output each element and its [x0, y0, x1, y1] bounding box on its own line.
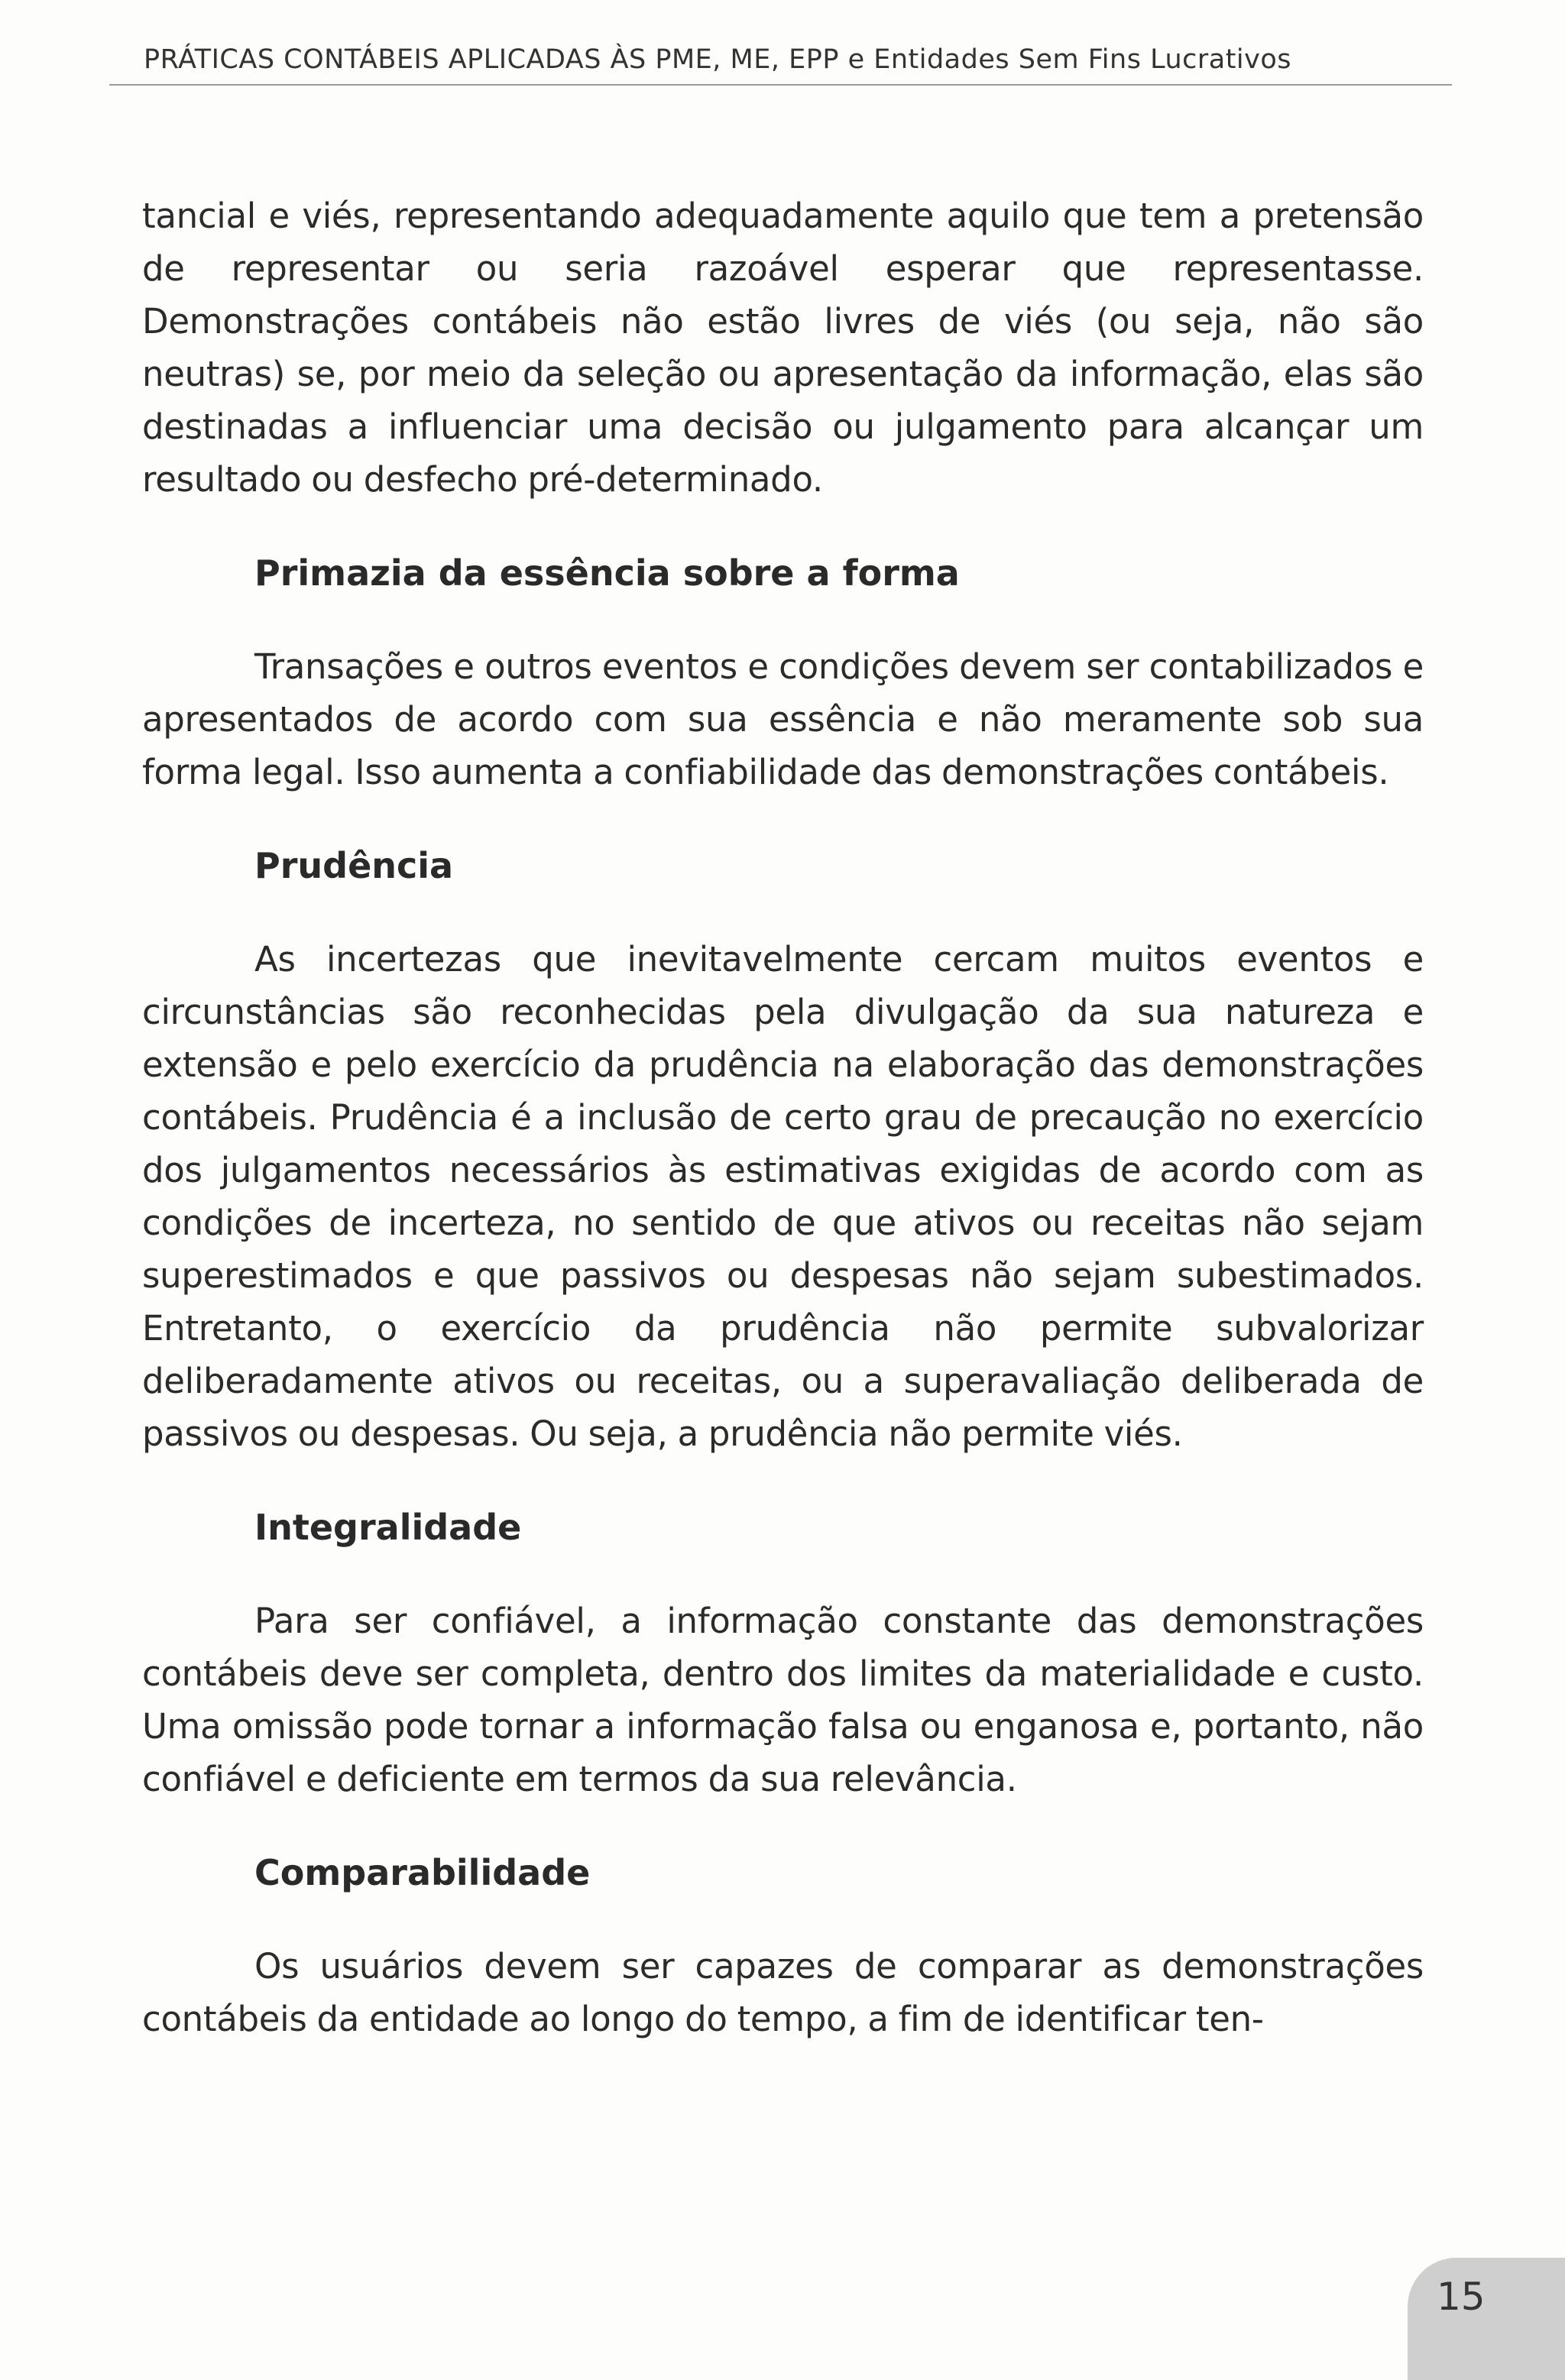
section-heading-prudencia: Prudência [254, 845, 454, 886]
running-header [109, 41, 1452, 87]
header-title: PRÁTICAS CONTÁBEIS APLICADAS ÀS PME, ME, EPP e Entidades Sem Fins Lucrativos [144, 44, 1292, 75]
section-heading-primazia: Primazia da essência sobre a forma [254, 552, 960, 594]
page-body [142, 189, 1424, 2045]
section-paragraph-primazia: Transações e outros eventos e condições devem ser contabilizados e apresentados de acordo com sua essência e não meramente sob sua forma legal. Isso aumenta a confiabilidade das demonstrações contábeis. [142, 646, 1424, 792]
section-paragraph-comparabilidade: Os usuários devem ser capazes de comparar as demonstrações contábeis da entidade ao longo do tempo, a fim de identificar ten- [142, 1946, 1424, 2039]
intro-paragraph: tancial e viés, representando adequadamente aquilo que tem a pretensão de representar ou seria razoável esperar que representasse. Demonstrações contábeis não estão livres de viés (ou seja, não são neutras) se, por meio da seleção ou apresentação da informação, elas são destinadas a influenciar uma decisão ou julgamento para alcançar um resultado ou desfecho pré-determinado. [142, 196, 1424, 500]
page-number-tab [1408, 2258, 1565, 2380]
section-heading-comparabilidade: Comparabilidade [254, 1852, 591, 1893]
section-paragraph-prudencia: As incertezas que inevitavelmente cercam muitos eventos e circunstâncias são reconhecidas pela divulgação da sua natureza e extensão e pelo exercício da prudência na elaboração das demonstrações contábeis. Prudência é a inclusão de certo grau de precaução no exercício dos julgamentos necessários às estimativas exigidas de acordo com as condições de incerteza, no sentido de que ativos ou receitas não sejam superestimados e que passivos ou despesas não sejam subestimados. Entretanto, o exercício da prudência não permite subvalorizar deliberadamente ativos ou receitas, ou a superavaliação deliberada de passivos ou despesas. Ou seja, a prudência não permite viés. [142, 939, 1424, 1454]
page-number: 15 [1437, 2275, 1486, 2319]
header-divider [109, 84, 1452, 86]
section-paragraph-integralidade: Para ser confiável, a informação constante das demonstrações contábeis deve ser completa, dentro dos limites da materialidade e custo. Uma omissão pode tornar a informação falsa ou enganosa e, portanto, não confiável e deficiente em termos da sua relevância. [142, 1601, 1424, 1799]
section-heading-integralidade: Integralidade [254, 1507, 522, 1548]
